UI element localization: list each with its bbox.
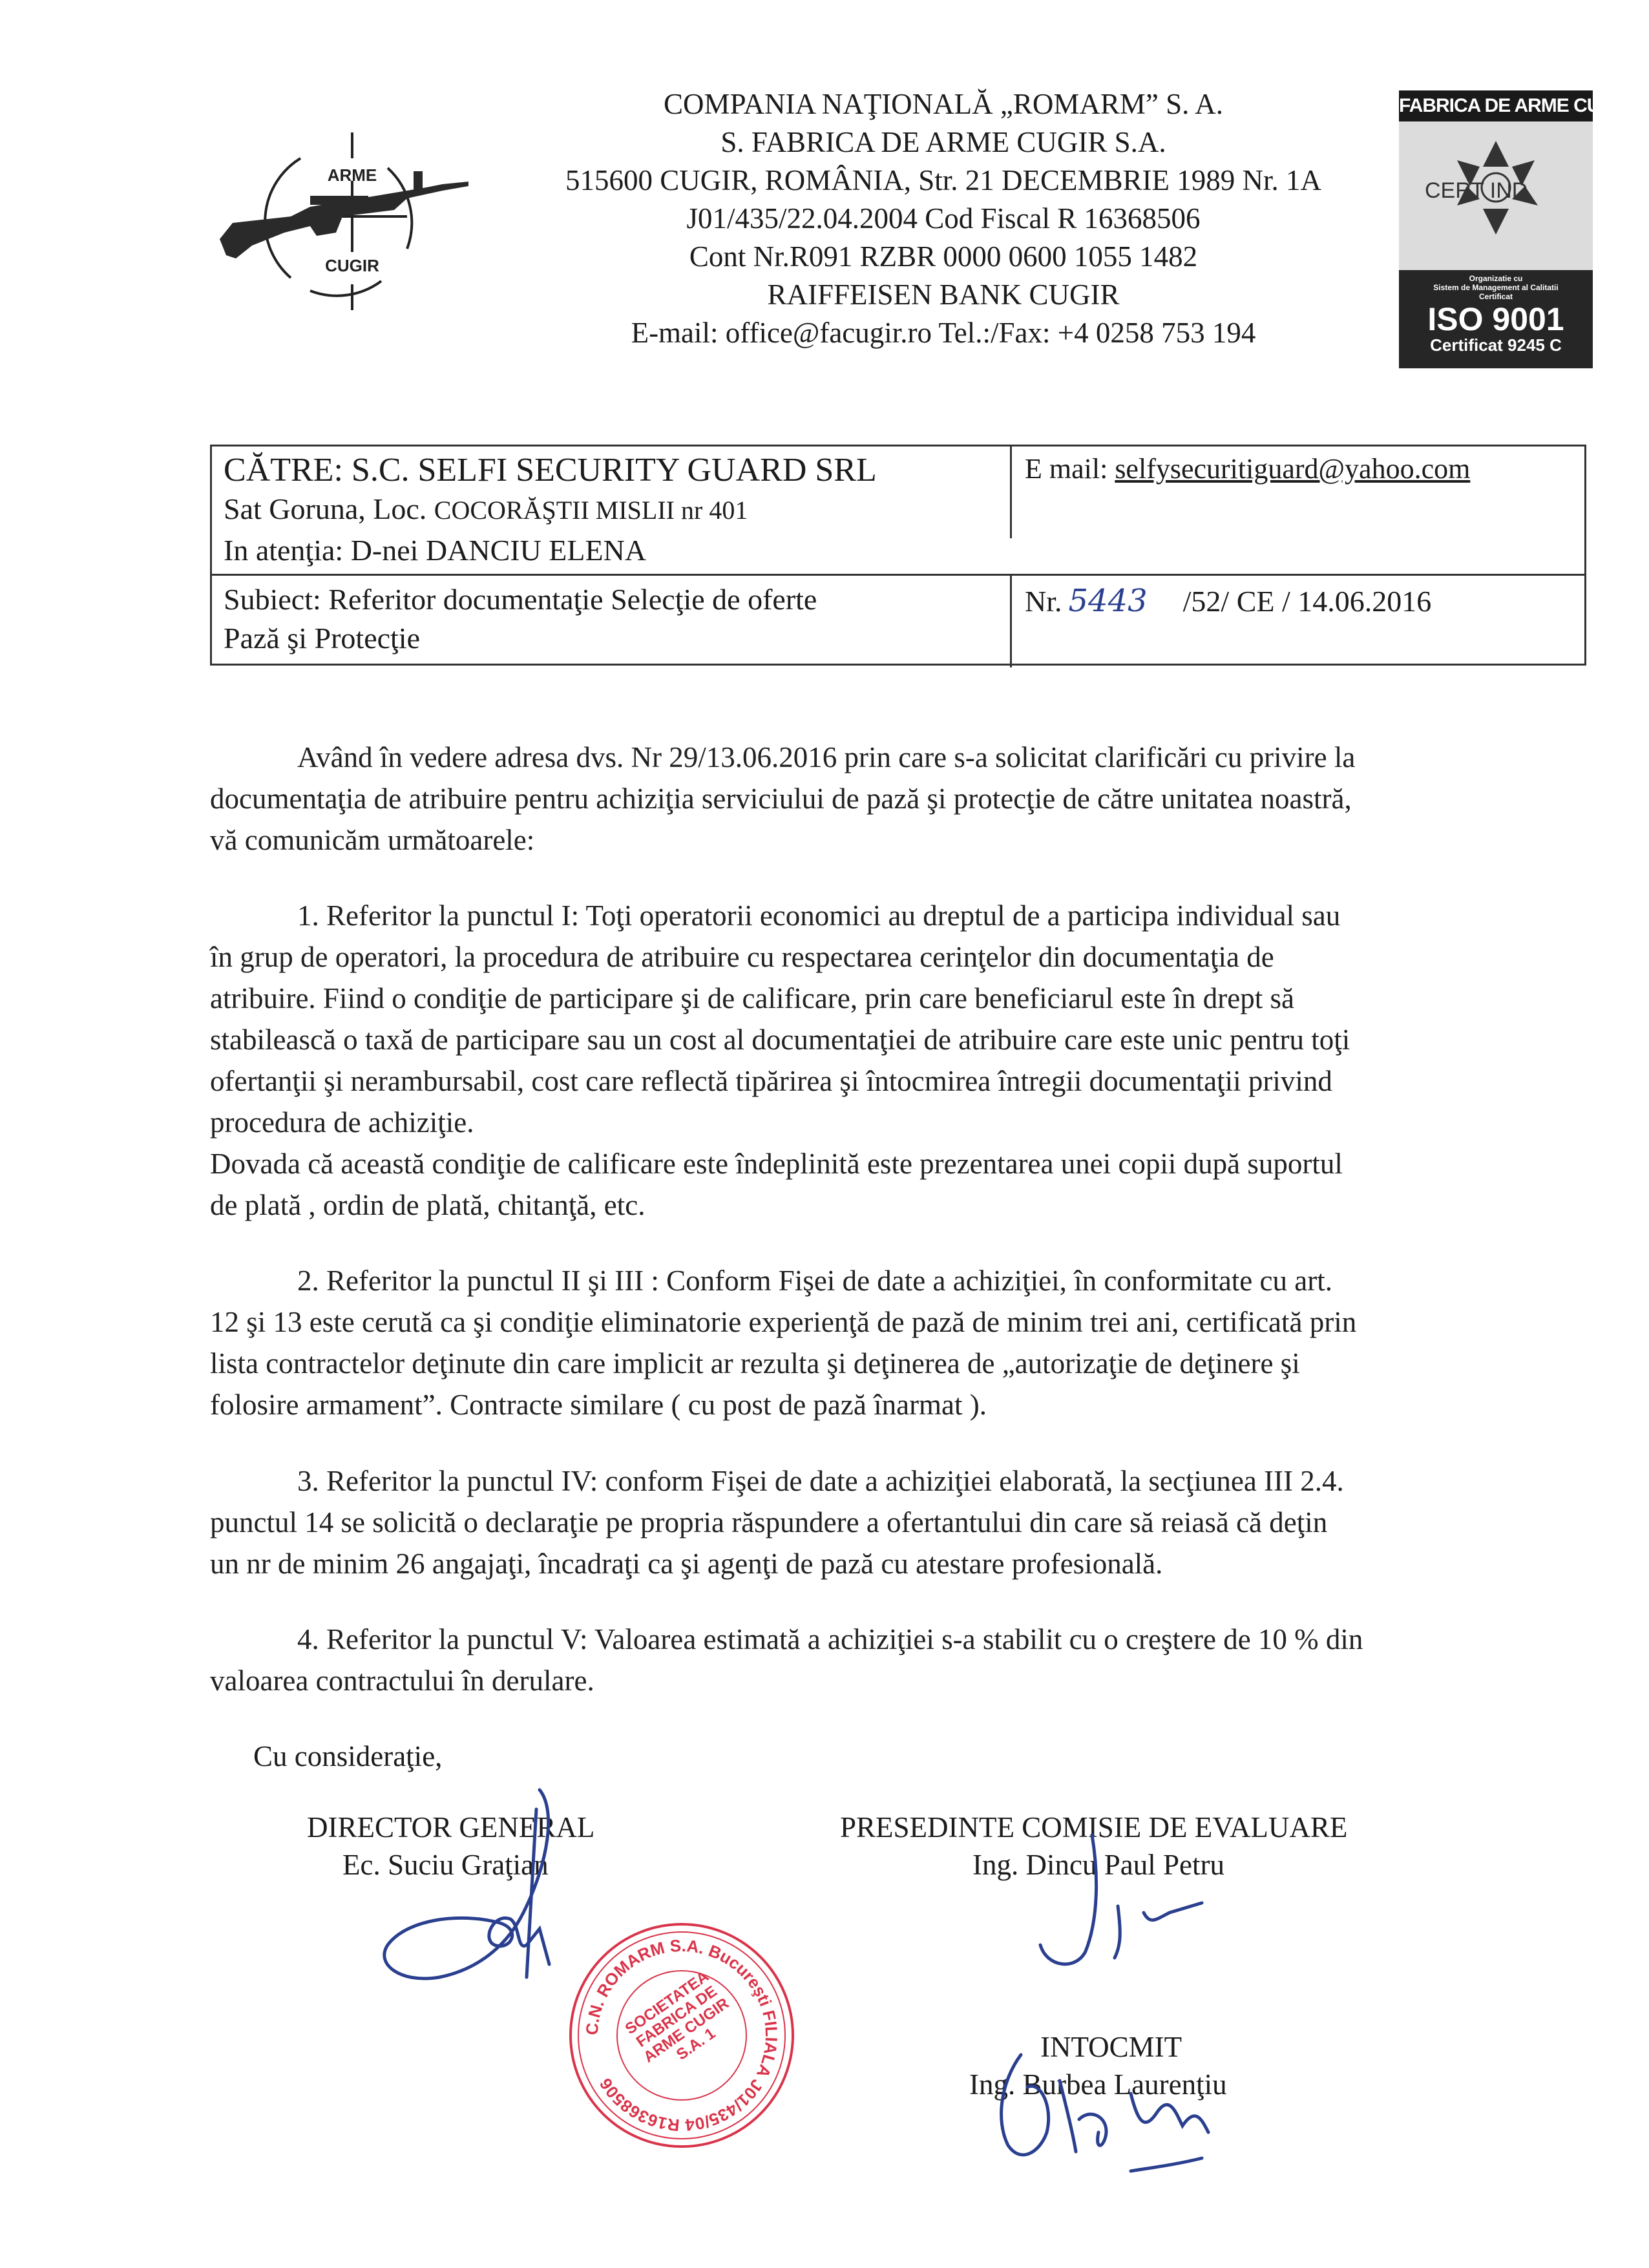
- cert-details: [1399, 270, 1593, 368]
- recipient-address-prefix: Sat Goruna, Loc.: [224, 492, 434, 525]
- intro-line: vă comunicăm următoarele:: [210, 824, 535, 856]
- header-line-registration: J01/435/22.04.2004 Cod Fiscal R 16368506: [686, 202, 1201, 235]
- point-1-line: stabilească o taxă de participare sau un cost al documentaţiei de atribuire care este unic pentru toţi: [210, 1024, 1350, 1056]
- point-1-line: procedura de achiziţie.: [210, 1106, 474, 1139]
- header-line-address: 515600 CUGIR, ROMÂNIA, Str. 21 DECEMBRIE 1989 Nr. 1A: [565, 164, 1322, 196]
- point-3-line: 3. Referitor la punctul IV: conform Fişei de date a achiziţiei elaborată, la secţiunea III 2.4.: [297, 1465, 1344, 1497]
- table-row-separator: [212, 574, 1584, 576]
- prepared-by-name: Ing. Burbea Laurenţiu: [969, 2068, 1227, 2101]
- header-line-bank: RAIFFEISEN BANK CUGIR: [767, 278, 1120, 311]
- recipient-attention: In atenţia: D-nei DANCIU ELENA: [224, 534, 647, 567]
- left-signatory-name: Ec. Suciu Graţian: [342, 1849, 549, 1881]
- point-1-line: 1. Referitor la punctul I: Toţi operatorii economici au dreptul de a participa individual sau: [297, 899, 1341, 932]
- stamp-outer-text: C.N. ROMARM S.A. Bucureşti FILIALA J01/435/04 R16368506: [582, 1935, 782, 2136]
- cert-org-line3: Certificat: [1478, 292, 1513, 301]
- point-1-line: ofertanţii şi nerambursabil, cost care reflectă tipărirea şi întocmirea întregii documentaţii privind: [210, 1065, 1332, 1097]
- point-3-paragraph: [210, 1460, 1593, 1584]
- point-2-paragraph: [210, 1260, 1593, 1425]
- closing-salutation: Cu consideraţie,: [253, 1740, 443, 1772]
- prepared-by-title: INTOCMIT: [1040, 2031, 1182, 2063]
- cert-iso: ISO 9001: [1427, 301, 1564, 337]
- company-header: [491, 85, 1396, 352]
- right-signatory-name: Ing. Dincu Paul Petru: [972, 1849, 1224, 1881]
- certind-text: CERT IND: [1425, 178, 1528, 203]
- email-link[interactable]: selfysecuritiguard@yahoo.com: [1115, 453, 1471, 485]
- point-1-paragraph: [210, 895, 1593, 1226]
- header-line-account: Cont Nr.R091 RZBR 0000 0600 1055 1482: [689, 240, 1198, 273]
- header-line-factory: S. FABRICA DE ARME CUGIR S.A.: [720, 126, 1166, 158]
- certind-logo: [1399, 121, 1593, 270]
- table-divider-bottom: [1010, 576, 1012, 667]
- point-2-line: folosire armament”. Contracte similare ( cu post de pază înarmat ).: [210, 1389, 987, 1421]
- subject-line2: Pază şi Protecţie: [224, 622, 421, 655]
- recipient-address-city: COCORĂŞTII MISLII nr 401: [434, 496, 748, 525]
- right-signatory-title: PRESEDINTE COMISIE DE EVALUARE: [840, 1811, 1348, 1843]
- left-signatory-title: DIRECTOR GENERAL: [307, 1811, 595, 1843]
- point-4-line: 4. Referitor la punctul V: Valoarea estimată a achiziţiei s-a stabilit cu o creştere de 10 % din: [297, 1623, 1363, 1655]
- cert-org-line2: Sistem de Management al Calitatii: [1433, 283, 1559, 292]
- recipient-table: [210, 445, 1586, 666]
- company-stamp: [559, 1913, 804, 2158]
- nr-rest: /52/ CE / 14.06.2016: [1182, 585, 1432, 618]
- header-line-company: COMPANIA NAŢIONALĂ „ROMARM” S. A.: [664, 88, 1223, 120]
- recipient-address: [224, 492, 748, 528]
- subject-line1: Subiect: Referitor documentaţie Selecţie de oferte: [224, 583, 817, 616]
- intro-line: Având în vedere adresa dvs. Nr 29/13.06.2016 prin care s-a solicitat clarificări cu privire la: [297, 741, 1356, 773]
- intro-line: documentaţia de atribuire pentru achiziţia serviciului de pază şi protecţie de către unitatea noastră,: [210, 782, 1352, 815]
- point-1-line: în grup de operatori, la procedura de atribuire cu respectarea cerinţelor din documentaţia de: [210, 941, 1274, 973]
- table-divider-top: [1010, 446, 1012, 538]
- cert-title: FABRICA DE ARME CUGIR: [1399, 90, 1593, 121]
- nr-handwritten: 5443: [1068, 583, 1148, 619]
- iso-certification-badge: [1399, 90, 1633, 368]
- point-2-line: lista contractelor deţinute din care implicit ar rezulta şi deţinerea de „autorizaţie de deţinere şi: [210, 1347, 1300, 1380]
- point-1-line: atribuire. Fiind o condiţie de participare şi de calificare, prin care beneficiarul este în drept să: [210, 982, 1295, 1014]
- prepared-by-signature: [982, 2042, 1228, 2184]
- point-3-line: un nr de minim 26 angajaţi, încadraţi ca şi agenţi de pază cu atestare profesională.: [210, 1548, 1163, 1580]
- company-logo: [213, 120, 472, 313]
- cert-org-line1: Organizatie cu: [1469, 274, 1523, 283]
- header-line-contact: E-mail: office@facugir.ro Tel.:/Fax: +4 0258 753 194: [631, 317, 1256, 349]
- point-4-paragraph: [210, 1619, 1593, 1701]
- nr-label: Nr.: [1025, 585, 1062, 618]
- commission-president-signature: [1008, 1822, 1254, 2016]
- cert-number: Certificat 9245 C: [1430, 335, 1562, 355]
- point-2-line: 12 şi 13 este cerută ca şi condiţie eliminatorie experienţă de pază de minim trei ani, certificată prin: [210, 1306, 1357, 1338]
- point-1-line: de plată , ordin de plată, chitanţă, etc.: [210, 1189, 646, 1221]
- point-3-line: punctul 14 se solicită o declaraţie pe propria răspundere a ofertantului din care să reiasă că deţin: [210, 1506, 1328, 1538]
- registration-number: [1025, 583, 1431, 619]
- logo-text-top: ARME: [327, 165, 377, 185]
- point-2-line: 2. Referitor la punctul II şi III : Conform Fişei de date a achiziţiei, în conformitate cu art.: [297, 1265, 1332, 1297]
- recipient-name: CĂTRE: S.C. SELFI SECURITY GUARD SRL: [224, 452, 877, 488]
- point-1-line: Dovada că această condiţie de calificare este îndeplinită este prezentarea unei copii după suportul: [210, 1148, 1343, 1180]
- point-4-line: valoarea contractului în derulare.: [210, 1664, 594, 1697]
- director-signature: [362, 1783, 575, 2061]
- recipient-email: [1025, 452, 1470, 487]
- email-label: E mail:: [1025, 453, 1115, 485]
- logo-text-bottom: CUGIR: [325, 256, 379, 275]
- intro-paragraph: [210, 737, 1593, 861]
- stamp-inner-text: SOCIETATEA FABRICA DE ARME CUGIR S.A. 1: [622, 1968, 733, 2066]
